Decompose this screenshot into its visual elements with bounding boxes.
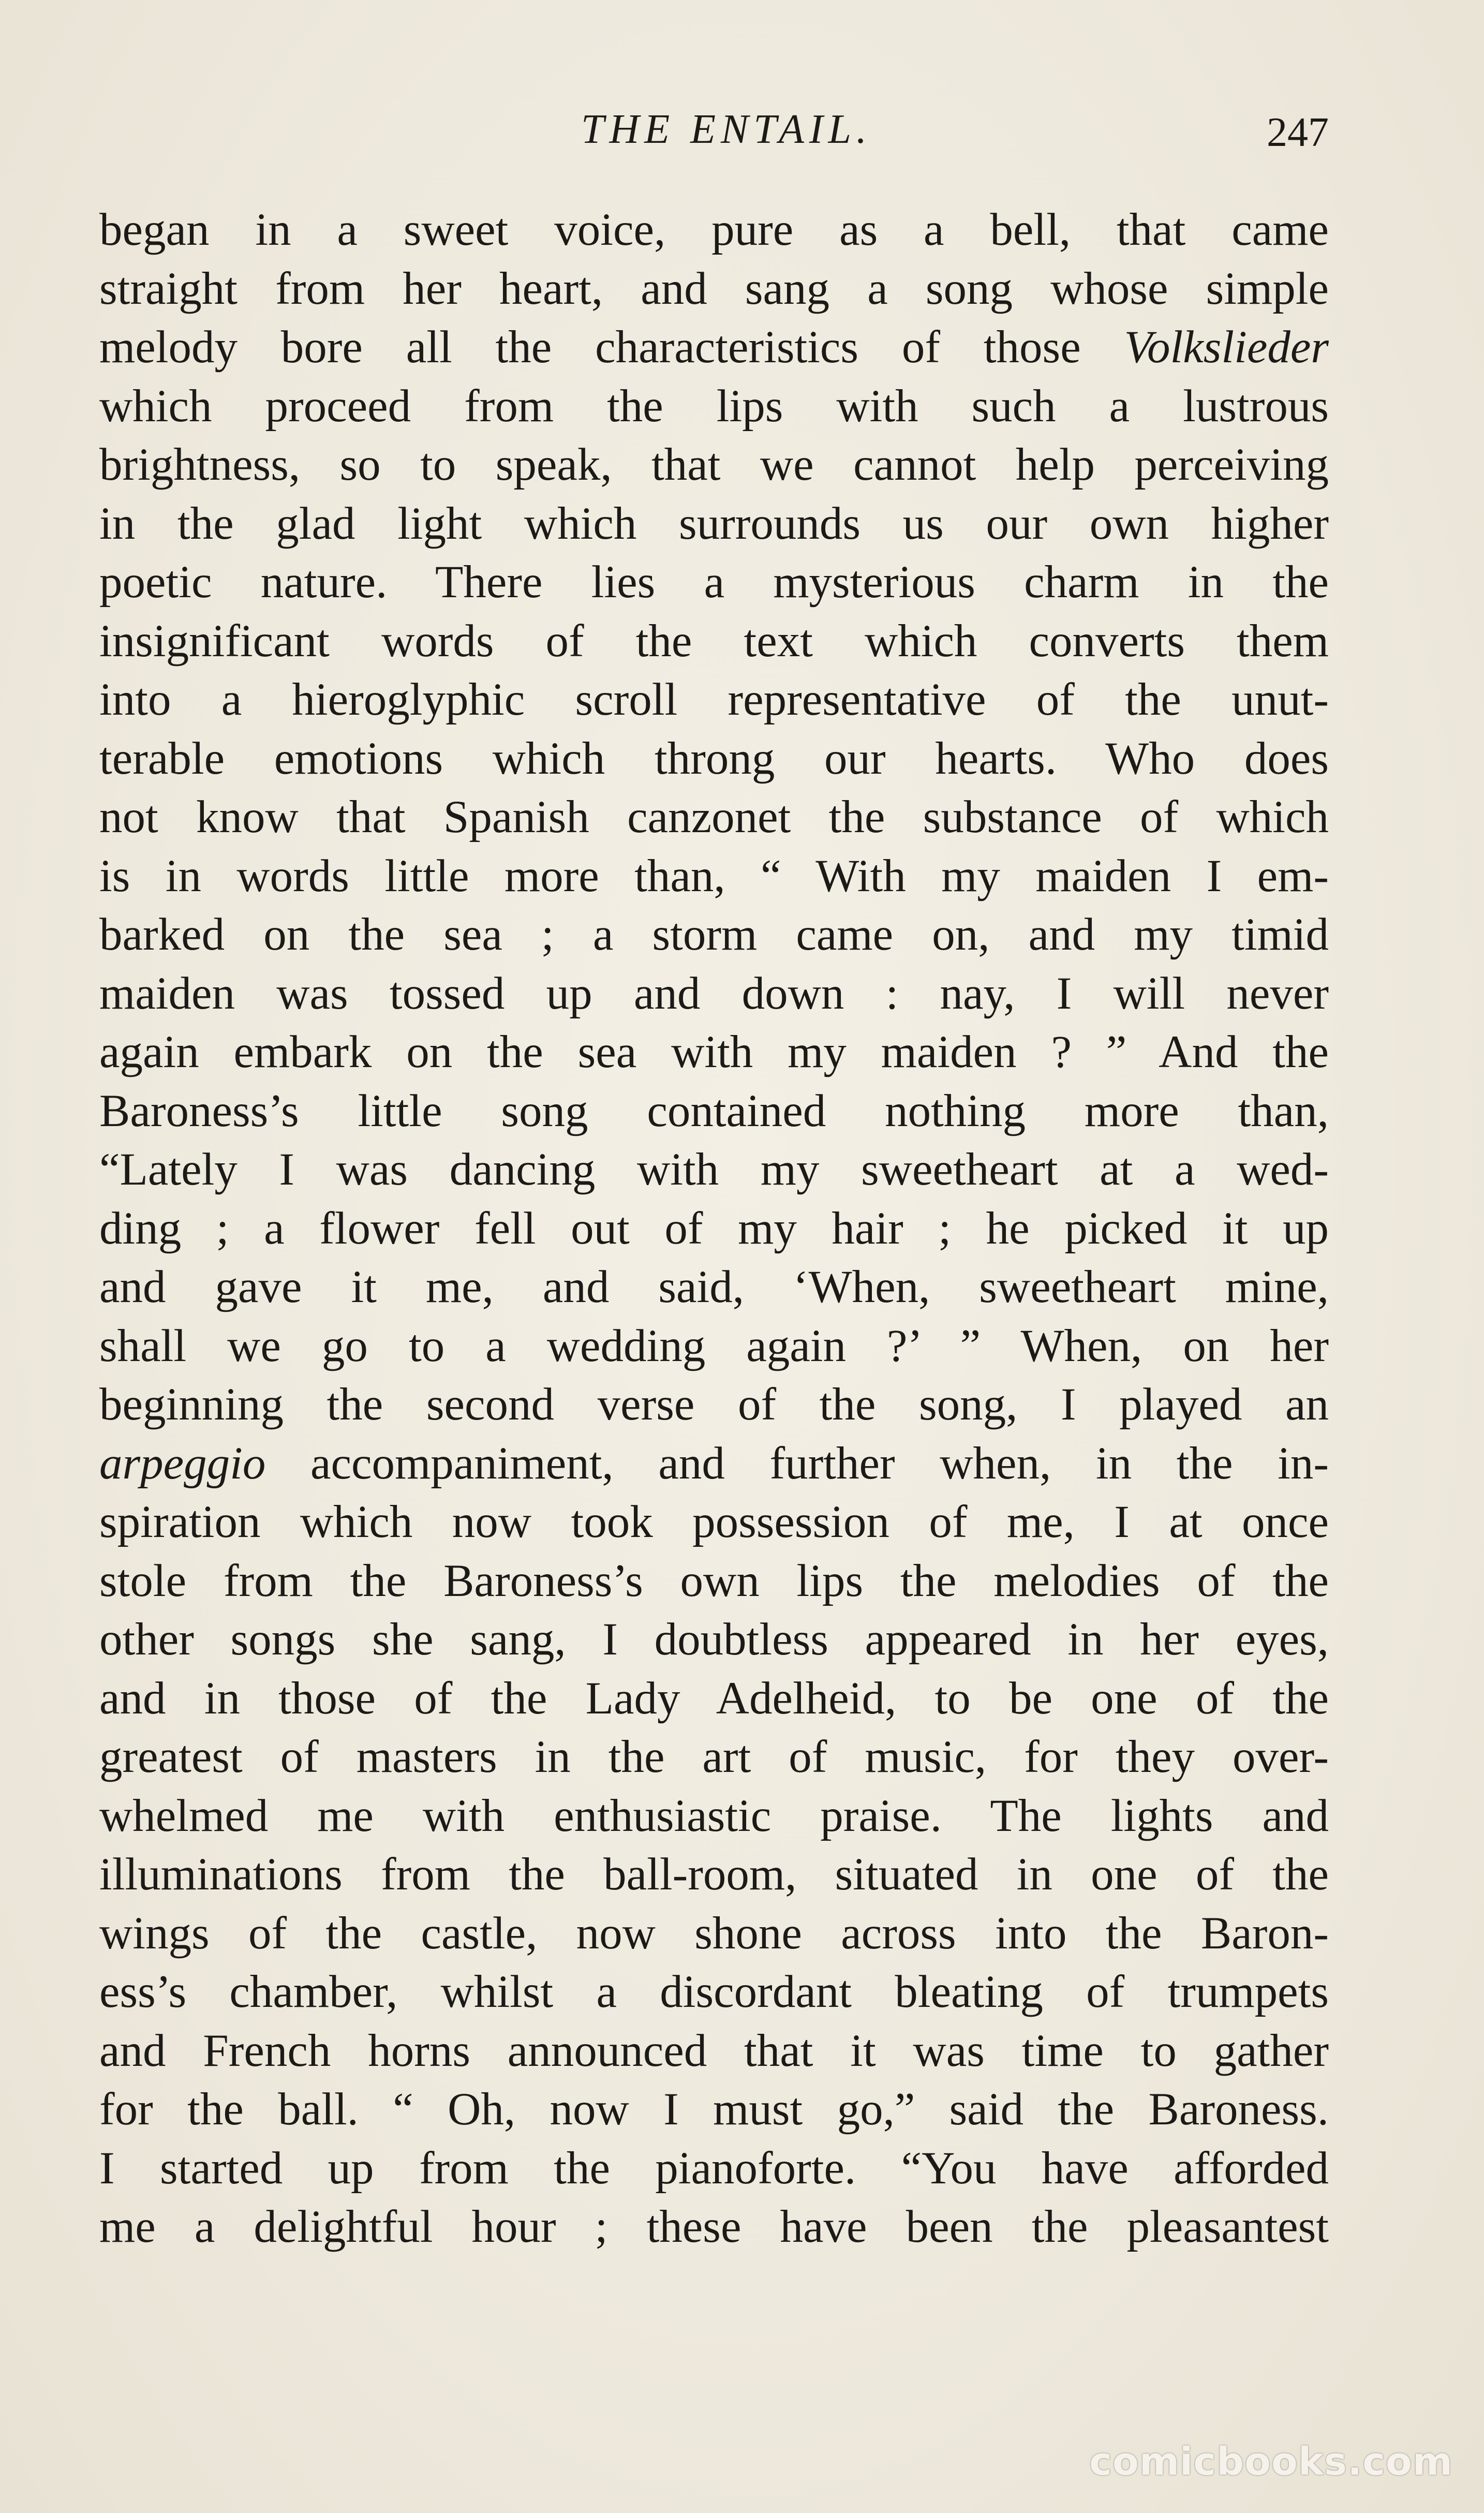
page-number: 247	[1267, 110, 1329, 155]
text-line: Baroness’s little song contained nothing more than,	[99, 1085, 1329, 1136]
text-line: barked on the sea ; a storm came on, and my timid	[99, 909, 1329, 960]
text-line: other songs she sang, I doubtless appeared in her eyes,	[99, 1614, 1329, 1665]
text-line: insignificant words of the text which converts them	[99, 615, 1329, 667]
text-line: me a delightful hour ; these have been the pleasantest	[99, 2201, 1329, 2252]
text-line: and French horns announced that it was time to gather	[99, 2025, 1329, 2076]
running-head	[99, 106, 1329, 163]
text-line: spiration which now took possession of me, I at once	[99, 1497, 1329, 1547]
text-line: greatest of masters in the art of music, for they over-	[99, 1732, 1329, 1782]
text-line: which proceed from the lips with such a lustrous	[99, 380, 1329, 432]
text-line: for the ball. “ Oh, now I must go,” said the Baroness.	[99, 2084, 1329, 2135]
text-line: maiden was tossed up and down : nay, I will never	[99, 968, 1329, 1019]
running-title: THE ENTAIL.	[581, 107, 872, 152]
text-line: terable emotions which throng our hearts. Who does	[99, 733, 1329, 784]
text-line: brightness, so to speak, that we cannot help perceiving	[99, 439, 1329, 490]
text-line: ding ; a flower fell out of my hair ; he picked it up	[99, 1203, 1329, 1254]
text-line: again embark on the sea with my maiden ? ” And the	[99, 1027, 1329, 1077]
text-line: in the glad light which surrounds us our own higher	[99, 498, 1329, 549]
text-line: shall we go to a wedding again ?’ ” When, on her	[99, 1320, 1329, 1371]
text-line: ess’s chamber, whilst a discordant bleating of trumpets	[99, 1967, 1329, 2017]
text-line: began in a sweet voice, pure as a bell, that came	[99, 204, 1329, 255]
text-line: whelmed me with enthusiastic praise. The lights and	[99, 1790, 1329, 1841]
text-line: straight from her heart, and sang a song whose simple	[99, 263, 1329, 314]
text-line: beginning the second verse of the song, I played an	[99, 1379, 1329, 1430]
text-line: “Lately I was dancing with my sweetheart at a wed-	[99, 1144, 1329, 1195]
text-line: stole from the Baroness’s own lips the melodies of the	[99, 1555, 1329, 1606]
text-line: is in words little more than, “ With my maiden I em-	[99, 850, 1329, 901]
text-line: I started up from the pianoforte. “You have afforded	[99, 2142, 1329, 2194]
text-line: poetic nature. There lies a mysterious charm in the	[99, 557, 1329, 608]
text-line: arpeggio accompaniment, and further when, in the in-	[99, 1438, 1329, 1489]
text-line: and gave it me, and said, ‘When, sweetheart mine,	[99, 1262, 1329, 1312]
text-line: into a hieroglyphic scroll representative of the unut-	[99, 674, 1329, 725]
body-text	[99, 201, 1329, 2257]
watermark: comicbooks.com	[1089, 2440, 1453, 2484]
text-line: illuminations from the ball-room, situated in one of the	[99, 1849, 1329, 1900]
text-line: not know that Spanish canzonet the substance of which	[99, 792, 1329, 842]
text-line: melody bore all the characteristics of those Volkslieder	[99, 322, 1329, 373]
italic-term: arpeggio	[99, 1438, 266, 1489]
text-line: wings of the castle, now shone across into the Baron-	[99, 1908, 1329, 1959]
italic-term: Volkslieder	[1124, 322, 1329, 373]
text-line: and in those of the Lady Adelheid, to be one of the	[99, 1673, 1329, 1724]
